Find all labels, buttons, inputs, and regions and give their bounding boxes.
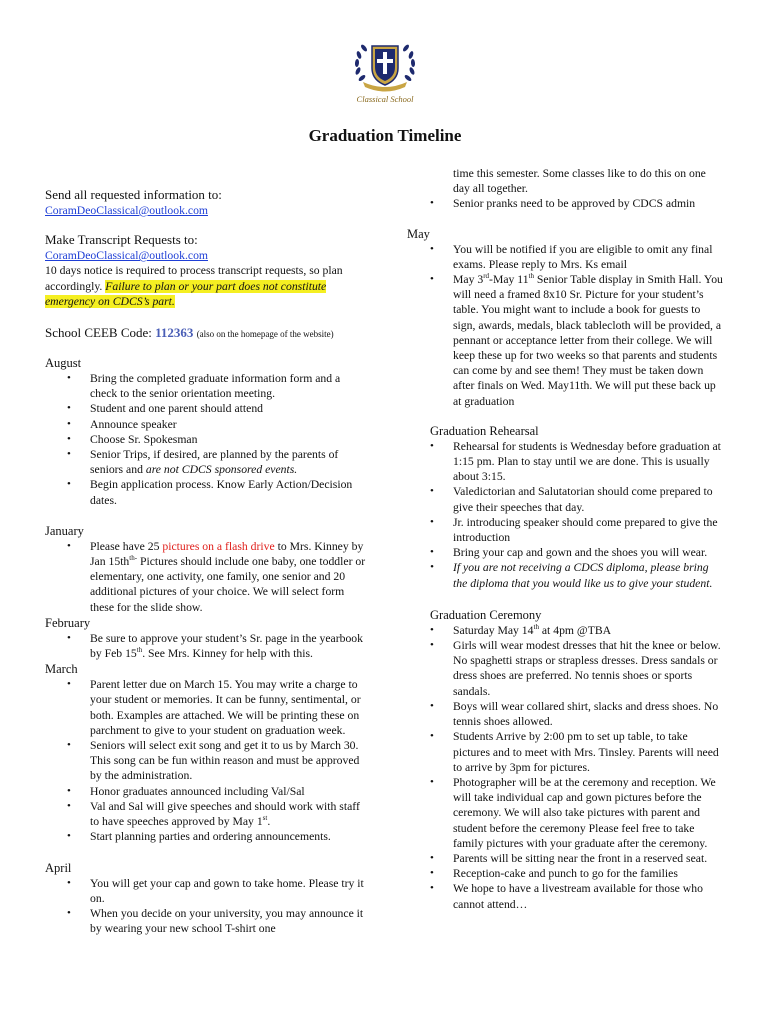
- august-heading: August: [45, 356, 82, 371]
- april-heading: April: [45, 860, 72, 875]
- list-item: • Valedictorian and Salutatorian should come prepared to give their speeches that day.: [407, 484, 725, 514]
- list-item: • Val and Sal will give speeches and should work with staff to have speeches approved by May 1st.: [45, 799, 367, 829]
- rehearsal-heading: Graduation Rehearsal: [430, 423, 539, 438]
- ceeb-line: [45, 325, 367, 342]
- april-cont-list: [407, 196, 725, 211]
- list-item: • Bring your cap and gown and the shoes you will wear.: [407, 545, 725, 560]
- february-heading: February: [45, 615, 91, 630]
- august-list: [45, 371, 367, 508]
- ceeb-label: School CEEB Code:: [45, 325, 152, 341]
- right-column: [407, 166, 725, 912]
- list-item: • Students Arrive by 2:00 pm to set up table, to take pictures and to meet with Mrs. Tinsley. Parents will need to arrive by 3pm for pictures.: [407, 729, 725, 775]
- list-item: • May 3rd-May 11th Senior Table display in Smith Hall. You will need a framed 8x10 Sr. Picture for your student’s table. You might want to include a book for guests to sign, awards, medals, black tablecloth will be provided, a pennant or acceptance letter from their college. We will keep these up for two weeks so that parents and students can come by and see them! They must be taken down after finals on Wed. May11th. We will put these back up at graduation: [407, 272, 725, 409]
- list-item: • Begin application process. Know Early Action/Decision dates.: [45, 477, 367, 507]
- list-item: • We hope to have a livestream available for those who cannot attend…: [407, 881, 725, 911]
- list-item: • Jr. introducing speaker should come prepared to give the introduction: [407, 515, 725, 545]
- list-item: • Announce speaker: [45, 417, 367, 432]
- january-heading: January: [45, 523, 84, 538]
- list-item: • Seniors will select exit song and get it to us by March 30. This song can be fun within reason and must be approved by the administration.: [45, 738, 367, 784]
- ceeb-code: 112363: [155, 325, 194, 341]
- list-item: • Reception-cake and punch to go for the families: [407, 866, 725, 881]
- send-info-label: Send all requested information to:: [45, 187, 222, 202]
- list-item: • Student and one parent should attend: [45, 401, 367, 416]
- laurel-crest-icon: [345, 38, 425, 96]
- list-item: • Start planning parties and ordering announcements.: [45, 829, 367, 844]
- list-item: • Saturday May 14th at 4pm @TBA: [407, 623, 725, 638]
- may-heading: May: [407, 226, 430, 241]
- flash-drive-highlight: pictures on a flash drive: [162, 539, 275, 553]
- list-item: • Photographer will be at the ceremony and reception. We will take individual cap and gown pictures before the ceremony. We will also take pictures with parent and student before the ceremony Please feel free to take family pictures with your graduate after the ceremony.: [407, 775, 725, 851]
- list-item: • Parents will be sitting near the front in a reserved seat.: [407, 851, 725, 866]
- page-title: Graduation Timeline: [308, 126, 462, 145]
- transcript-email-link[interactable]: CoramDeoClassical@outlook.com: [45, 249, 208, 263]
- school-logo: [345, 38, 425, 108]
- january-list: [45, 539, 367, 615]
- rehearsal-list: [407, 439, 725, 591]
- list-item: • Rehearsal for students is Wednesday before graduation at 1:15 pm. Plan to stay until we are done. This is usually about 3:15.: [407, 439, 725, 485]
- list-item: • Senior pranks need to be approved by CDCS admin: [407, 196, 725, 211]
- list-item: • When you decide on your university, you may announce it by wearing your new school T-shirt one: [45, 906, 367, 936]
- february-list: [45, 631, 367, 661]
- list-item: • Parent letter due on March 15. You may write a charge to your student or memories. It can be funny, sentimental, or both. Examples are attached. We will be printing these on parchment to give to your student on graduation week.: [45, 677, 367, 738]
- may-list: [407, 242, 725, 409]
- list-item: • If you are not receiving a CDCS diploma, please bring the diploma that you would like us to give your student.: [407, 560, 725, 590]
- ceeb-note: (also on the homepage of the website): [196, 329, 334, 340]
- transcript-note: 10 days notice is required to process transcript requests, so plan accordingly. Failure to plan or your part does not constitute emergency on CDCS’s part.: [45, 264, 343, 308]
- list-item: • You will get your cap and gown to take home. Please try it on.: [45, 876, 367, 906]
- left-column: [45, 187, 367, 936]
- transcript-label: Make Transcript Requests to:: [45, 232, 198, 248]
- list-item: • Please have 25 pictures on a flash drive to Mrs. Kinney by Jan $15th^{th-}$ Pictures should include one baby, one toddler or elementary, one activity, one family, one senior and 20 additional pictures of your choice. We will select form these for the slide show.: [45, 539, 367, 615]
- ceremony-list: [407, 623, 725, 912]
- ceremony-heading: Graduation Ceremony: [430, 607, 542, 622]
- transcript-warning: Failure to plan or your part does not constitute emergency on CDCS’s part.: [45, 279, 327, 308]
- list-item: • Bring the completed graduate information form and a check to the senior orientation meeting.: [45, 371, 367, 401]
- list-item: • Boys will wear collared shirt, slacks and dress shoes. No tennis shoes allowed.: [407, 699, 725, 729]
- list-item: • Senior Trips, if desired, are planned by the parents of seniors and are not CDCS sponsored events.: [45, 447, 367, 477]
- list-item: • Be sure to approve your student’s Sr. page in the yearbook by Feb 15th. See Mrs. Kinney for help with this.: [45, 631, 367, 661]
- logo-school-name: Classical School: [356, 94, 414, 104]
- april-continued: time this semester. Some classes like to do this on one day all together.: [453, 167, 706, 196]
- list-item: • Honor graduates announced including Val/Sal: [45, 784, 367, 799]
- send-info-email-link[interactable]: CoramDeoClassical@outlook.com: [45, 204, 208, 217]
- list-item: • You will be notified if you are eligible to omit any final exams. Please reply to Mrs. Ks email: [407, 242, 725, 272]
- list-item: • Girls will wear modest dresses that hit the knee or below. No spaghetti straps or strapless dresses. Dress sandals or dress shoes are preferred. No tennis shoes or sports sandals.: [407, 638, 725, 699]
- list-item: • Choose Sr. Spokesman: [45, 432, 367, 447]
- march-list: [45, 677, 367, 844]
- march-heading: March: [45, 662, 78, 677]
- april-list: [45, 876, 367, 937]
